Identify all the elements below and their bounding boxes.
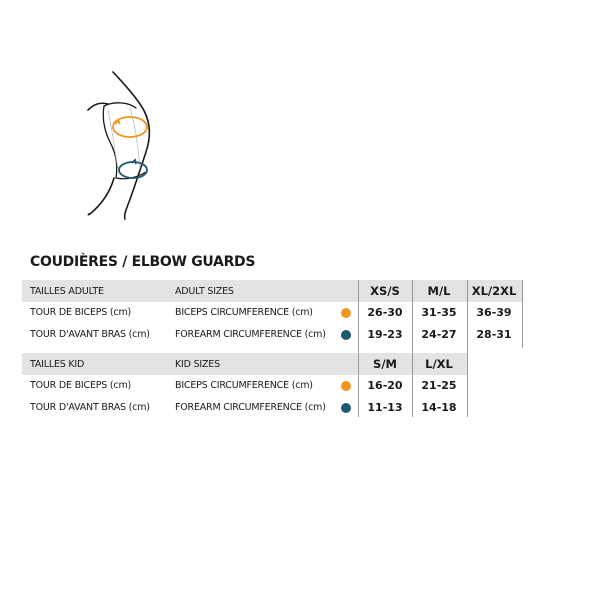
adult-label-en: ADULT SIZES: [175, 286, 234, 297]
size-value: 26-30: [367, 306, 403, 319]
size-value: 36-39: [476, 306, 512, 319]
row-label-en: BICEPS CIRCUMFERENCE (cm): [175, 380, 313, 391]
row-label-fr: TOUR DE BICEPS (cm): [30, 307, 132, 318]
size-value: 16-20: [367, 379, 403, 392]
size-value: 31-35: [421, 306, 457, 319]
column-separator: [467, 280, 468, 417]
size-value: 11-13: [367, 401, 403, 414]
column-separator: [412, 280, 413, 417]
column-separator: [522, 280, 523, 348]
column-separator: [358, 280, 359, 417]
adult-label-fr: TAILLES ADULTE: [30, 286, 104, 297]
size-header: L/XL: [425, 357, 453, 371]
size-header: XS/S: [370, 284, 400, 298]
size-value: 21-25: [421, 379, 457, 392]
row-label-en: FOREARM CIRCUMFERENCE (cm): [175, 402, 326, 413]
biceps-marker: [341, 308, 351, 318]
forearm-marker: [341, 330, 351, 340]
page-title: COUDIÈRES / ELBOW GUARDS: [30, 254, 256, 270]
row-label-fr: TOUR D'AVANT BRAS (cm): [30, 402, 150, 413]
row-label-en: FOREARM CIRCUMFERENCE (cm): [175, 329, 326, 340]
size-value: 28-31: [476, 328, 512, 341]
size-value: 24-27: [421, 328, 457, 341]
size-header: XL/2XL: [471, 284, 517, 298]
size-value: 14-18: [421, 401, 457, 414]
kid-label-en: KID SIZES: [175, 359, 220, 370]
size-header: M/L: [427, 284, 451, 298]
forearm-marker: [341, 403, 351, 413]
row-label-fr: TOUR D'AVANT BRAS (cm): [30, 329, 150, 340]
size-value: 19-23: [367, 328, 403, 341]
size-header: S/M: [373, 357, 397, 371]
row-label-fr: TOUR DE BICEPS (cm): [30, 380, 132, 391]
biceps-marker: [341, 381, 351, 391]
row-label-en: BICEPS CIRCUMFERENCE (cm): [175, 307, 313, 318]
kid-label-fr: TAILLES KID: [30, 359, 85, 370]
